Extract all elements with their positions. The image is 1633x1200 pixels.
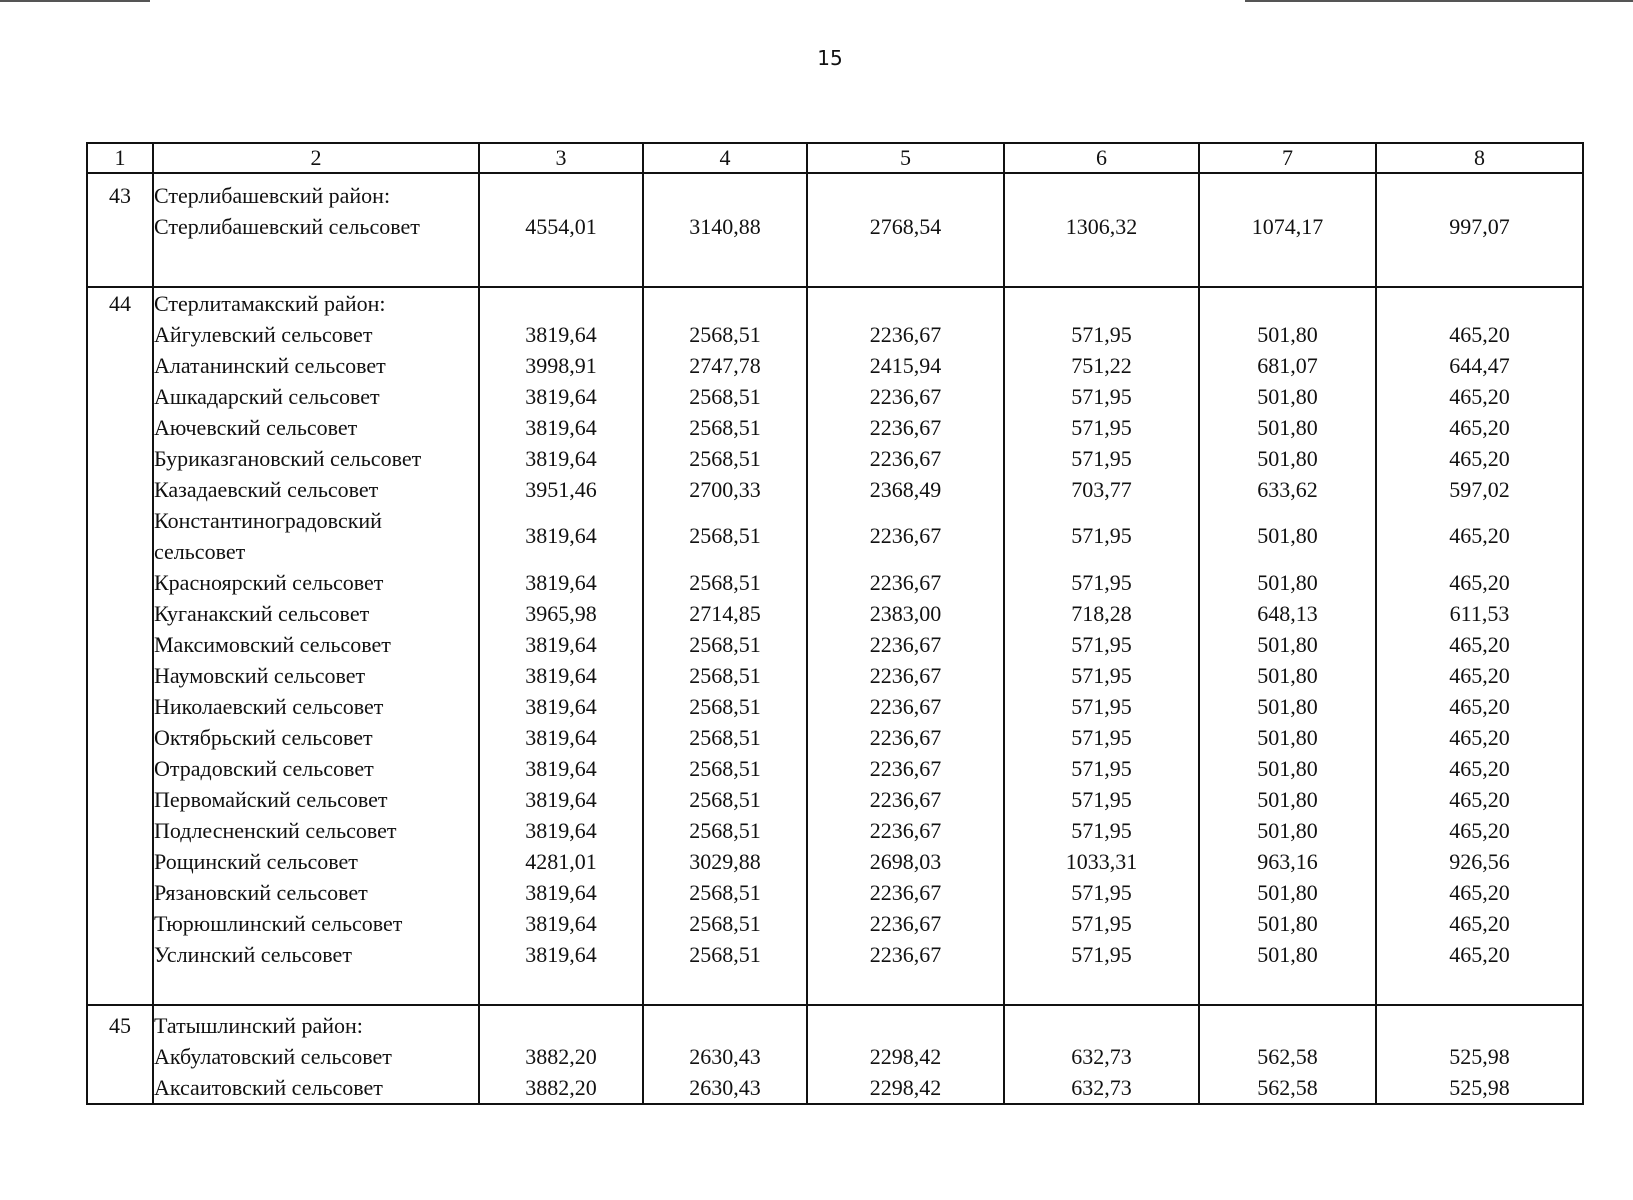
group-number: 45 bbox=[87, 1005, 153, 1104]
value-cell: 2568,51 bbox=[689, 818, 761, 843]
scan-edge-right bbox=[1245, 0, 1633, 2]
value-cell: 3819,64 bbox=[525, 787, 597, 812]
value-cell: 3819,64 bbox=[525, 911, 597, 936]
value-cell: 2236,67 bbox=[869, 415, 942, 440]
value-cell: 926,56 bbox=[1449, 849, 1510, 874]
value-cell: 1306,32 bbox=[1065, 214, 1138, 239]
value-cell: 465,20 bbox=[1449, 911, 1510, 936]
value-cell: 751,22 bbox=[1071, 353, 1132, 378]
column-number-row bbox=[87, 143, 1583, 173]
settlement-name: Ашкадарский сельсовет bbox=[154, 384, 380, 409]
value-cell: 501,80 bbox=[1257, 570, 1318, 595]
value-column-7 bbox=[1199, 287, 1376, 1005]
value-cell: 501,80 bbox=[1257, 725, 1318, 750]
group-row bbox=[87, 173, 1583, 287]
value-cell: 465,20 bbox=[1449, 322, 1510, 347]
value-cell: 997,07 bbox=[1449, 214, 1510, 239]
value-cell: 2568,51 bbox=[689, 787, 761, 812]
settlement-name: Буриказгановский сельсовет bbox=[154, 446, 422, 471]
value-cell: 501,80 bbox=[1257, 942, 1318, 967]
value-cell: 465,20 bbox=[1449, 415, 1510, 440]
value-cell: 2568,51 bbox=[689, 694, 761, 719]
value-cell: 597,02 bbox=[1449, 477, 1510, 502]
value-cell: 2236,67 bbox=[869, 384, 942, 409]
group-row bbox=[87, 287, 1583, 1005]
column-number: 7 bbox=[1199, 143, 1376, 173]
value-cell: 4554,01 bbox=[525, 214, 597, 239]
value-cell: 3998,91 bbox=[525, 353, 597, 378]
value-cell: 2700,33 bbox=[689, 477, 761, 502]
value-cell: 1074,17 bbox=[1251, 214, 1324, 239]
value-cell: 2568,51 bbox=[689, 446, 761, 471]
value-column-8 bbox=[1376, 287, 1583, 1005]
column-number: 2 bbox=[153, 143, 479, 173]
value-cell: 465,20 bbox=[1449, 663, 1510, 688]
group-number: 43 bbox=[87, 173, 153, 287]
value-cell: 501,80 bbox=[1257, 663, 1318, 688]
value-column-6 bbox=[1004, 287, 1199, 1005]
value-cell: 2568,51 bbox=[689, 322, 761, 347]
value-cell: 2236,67 bbox=[869, 756, 942, 781]
value-cell: 501,80 bbox=[1257, 756, 1318, 781]
value-cell: 571,95 bbox=[1071, 756, 1132, 781]
column-number: 8 bbox=[1376, 143, 1583, 173]
settlement-name: Максимовский сельсовет bbox=[154, 632, 391, 657]
value-cell: 3819,64 bbox=[525, 632, 597, 657]
value-cell: 2568,51 bbox=[689, 632, 761, 657]
name-cell bbox=[153, 173, 479, 287]
settlement-name: Первомайский сельсовет bbox=[154, 787, 388, 812]
settlement-name: Айгулевский сельсовет bbox=[154, 322, 373, 347]
value-cell: 501,80 bbox=[1257, 880, 1318, 905]
value-cell: 2298,42 bbox=[869, 1044, 942, 1069]
settlement-name: Алатанинский сельсовет bbox=[154, 353, 386, 378]
value-cell: 3819,64 bbox=[525, 415, 597, 440]
value-column-3 bbox=[479, 287, 643, 1005]
value-cell: 2568,51 bbox=[689, 663, 761, 688]
settlement-name: Отрадовский сельсовет bbox=[154, 756, 374, 781]
value-cell: 525,98 bbox=[1449, 1044, 1510, 1069]
settlement-name: Акбулатовский сельсовет bbox=[154, 1044, 392, 1069]
value-cell: 2236,67 bbox=[869, 725, 942, 750]
settlement-name: Октябрьский сельсовет bbox=[154, 725, 373, 750]
value-cell: 611,53 bbox=[1449, 601, 1510, 626]
value-cell: 2630,43 bbox=[689, 1044, 761, 1069]
value-cell: 3819,64 bbox=[525, 725, 597, 750]
value-cell: 2236,67 bbox=[869, 322, 942, 347]
data-table bbox=[86, 142, 1584, 1105]
value-cell: 3965,98 bbox=[525, 601, 597, 626]
value-cell: 2236,67 bbox=[869, 787, 942, 812]
value-cell: 3819,64 bbox=[525, 663, 597, 688]
value-cell: 465,20 bbox=[1449, 632, 1510, 657]
value-cell: 2236,67 bbox=[869, 632, 942, 657]
value-cell: 3819,64 bbox=[525, 880, 597, 905]
value-cell: 648,13 bbox=[1257, 601, 1318, 626]
value-cell: 3819,64 bbox=[525, 523, 597, 548]
value-column-5 bbox=[807, 1005, 1004, 1104]
value-cell: 2236,67 bbox=[869, 942, 942, 967]
value-cell: 571,95 bbox=[1071, 880, 1132, 905]
settlement-name: Красноярский сельсовет bbox=[154, 570, 384, 595]
value-column-7 bbox=[1199, 1005, 1376, 1104]
value-cell: 465,20 bbox=[1449, 942, 1510, 967]
value-cell: 465,20 bbox=[1449, 694, 1510, 719]
group-row bbox=[87, 1005, 1583, 1104]
value-cell: 3819,64 bbox=[525, 694, 597, 719]
value-cell: 465,20 bbox=[1449, 880, 1510, 905]
column-number: 1 bbox=[87, 143, 153, 173]
value-cell: 718,28 bbox=[1071, 601, 1132, 626]
column-number: 6 bbox=[1004, 143, 1199, 173]
name-cell bbox=[153, 1005, 479, 1104]
value-cell: 2747,78 bbox=[689, 353, 761, 378]
value-cell: 501,80 bbox=[1257, 446, 1318, 471]
value-cell: 2415,94 bbox=[869, 353, 942, 378]
value-cell: 465,20 bbox=[1449, 787, 1510, 812]
value-cell: 2236,67 bbox=[869, 911, 942, 936]
value-cell: 465,20 bbox=[1449, 523, 1510, 548]
value-cell: 562,58 bbox=[1257, 1075, 1318, 1100]
value-cell: 571,95 bbox=[1071, 322, 1132, 347]
value-cell: 525,98 bbox=[1449, 1075, 1510, 1100]
value-cell: 703,77 bbox=[1071, 477, 1132, 502]
value-cell: 2568,51 bbox=[689, 570, 761, 595]
value-cell: 571,95 bbox=[1071, 725, 1132, 750]
value-cell: 2568,51 bbox=[689, 911, 761, 936]
value-column-5 bbox=[807, 173, 1004, 287]
value-cell: 2236,67 bbox=[869, 570, 942, 595]
settlement-name: Тюрюшлинский сельсовет bbox=[154, 911, 403, 936]
value-cell: 571,95 bbox=[1071, 523, 1132, 548]
value-column-5 bbox=[807, 287, 1004, 1005]
value-cell: 2714,85 bbox=[689, 601, 761, 626]
value-cell: 501,80 bbox=[1257, 818, 1318, 843]
page-number: 15 bbox=[817, 46, 843, 70]
value-column-4 bbox=[643, 1005, 807, 1104]
value-cell: 2568,51 bbox=[689, 725, 761, 750]
value-cell: 632,73 bbox=[1071, 1044, 1132, 1069]
value-column-4 bbox=[643, 173, 807, 287]
value-cell: 3819,64 bbox=[525, 322, 597, 347]
value-cell: 963,16 bbox=[1257, 849, 1318, 874]
value-column-6 bbox=[1004, 173, 1199, 287]
settlement-name: Рощинский сельсовет bbox=[154, 849, 358, 874]
value-cell: 501,80 bbox=[1257, 523, 1318, 548]
value-cell: 2568,51 bbox=[689, 880, 761, 905]
value-cell: 2236,67 bbox=[869, 663, 942, 688]
value-cell: 3819,64 bbox=[525, 570, 597, 595]
value-cell: 2236,67 bbox=[869, 880, 942, 905]
value-cell: 571,95 bbox=[1071, 446, 1132, 471]
settlement-name: Подлесненский сельсовет bbox=[154, 818, 397, 843]
value-cell: 571,95 bbox=[1071, 787, 1132, 812]
value-cell: 2236,67 bbox=[869, 694, 942, 719]
settlement-name: Константиноградовский сельсовет bbox=[154, 508, 382, 564]
value-cell: 644,47 bbox=[1449, 353, 1510, 378]
value-cell: 465,20 bbox=[1449, 818, 1510, 843]
settlement-name: Куганакский сельсовет bbox=[154, 601, 370, 626]
value-cell: 501,80 bbox=[1257, 632, 1318, 657]
value-column-6 bbox=[1004, 1005, 1199, 1104]
value-cell: 465,20 bbox=[1449, 756, 1510, 781]
value-cell: 571,95 bbox=[1071, 911, 1132, 936]
value-cell: 2236,67 bbox=[869, 446, 942, 471]
column-number: 4 bbox=[643, 143, 807, 173]
settlement-name: Наумовский сельсовет bbox=[154, 663, 366, 688]
value-cell: 3819,64 bbox=[525, 818, 597, 843]
scan-edge-left bbox=[0, 0, 150, 2]
settlement-name: Стерлибашевский сельсовет bbox=[154, 214, 420, 239]
value-cell: 571,95 bbox=[1071, 415, 1132, 440]
value-cell: 3882,20 bbox=[525, 1044, 597, 1069]
table-body bbox=[87, 173, 1583, 1104]
value-cell: 632,73 bbox=[1071, 1075, 1132, 1100]
value-cell: 501,80 bbox=[1257, 911, 1318, 936]
value-cell: 465,20 bbox=[1449, 384, 1510, 409]
value-cell: 571,95 bbox=[1071, 942, 1132, 967]
value-cell: 4281,01 bbox=[525, 849, 597, 874]
value-cell: 2768,54 bbox=[869, 214, 942, 239]
value-cell: 571,95 bbox=[1071, 818, 1132, 843]
value-column-7 bbox=[1199, 173, 1376, 287]
value-cell: 1033,31 bbox=[1065, 849, 1138, 874]
value-cell: 3882,20 bbox=[525, 1075, 597, 1100]
settlement-name: Услинский сельсовет bbox=[154, 942, 352, 967]
value-cell: 2630,43 bbox=[689, 1075, 761, 1100]
settlement-name: Николаевский сельсовет bbox=[154, 694, 384, 719]
value-column-4 bbox=[643, 287, 807, 1005]
value-cell: 571,95 bbox=[1071, 632, 1132, 657]
district-name: Татышлинский район: bbox=[154, 1013, 363, 1038]
value-cell: 2298,42 bbox=[869, 1075, 942, 1100]
value-cell: 3951,46 bbox=[525, 477, 597, 502]
value-cell: 3140,88 bbox=[689, 214, 761, 239]
value-cell: 2568,51 bbox=[689, 756, 761, 781]
value-cell: 571,95 bbox=[1071, 663, 1132, 688]
value-column-8 bbox=[1376, 1005, 1583, 1104]
value-cell: 571,95 bbox=[1071, 694, 1132, 719]
value-cell: 465,20 bbox=[1449, 725, 1510, 750]
value-cell: 2568,51 bbox=[689, 523, 761, 548]
value-column-8 bbox=[1376, 173, 1583, 287]
value-cell: 2568,51 bbox=[689, 942, 761, 967]
district-name: Стерлибашевский район: bbox=[154, 183, 391, 208]
value-cell: 3819,64 bbox=[525, 384, 597, 409]
value-cell: 2236,67 bbox=[869, 818, 942, 843]
value-cell: 465,20 bbox=[1449, 570, 1510, 595]
value-cell: 633,62 bbox=[1257, 477, 1318, 502]
column-number: 3 bbox=[479, 143, 643, 173]
value-cell: 501,80 bbox=[1257, 787, 1318, 812]
value-cell: 3819,64 bbox=[525, 942, 597, 967]
value-cell: 3819,64 bbox=[525, 446, 597, 471]
name-cell bbox=[153, 287, 479, 1005]
value-cell: 501,80 bbox=[1257, 694, 1318, 719]
settlement-name: Казадаевский сельсовет bbox=[154, 477, 379, 502]
value-cell: 571,95 bbox=[1071, 384, 1132, 409]
value-cell: 501,80 bbox=[1257, 384, 1318, 409]
value-cell: 2568,51 bbox=[689, 384, 761, 409]
settlement-name: Аксаитовский сельсовет bbox=[154, 1075, 383, 1100]
settlement-name: Аючевский сельсовет bbox=[154, 415, 358, 440]
value-cell: 562,58 bbox=[1257, 1044, 1318, 1069]
value-cell: 3819,64 bbox=[525, 756, 597, 781]
district-name: Стерлитамакский район: bbox=[154, 291, 386, 316]
value-cell: 2698,03 bbox=[869, 849, 942, 874]
settlement-name: Рязановский сельсовет bbox=[154, 880, 368, 905]
value-cell: 3029,88 bbox=[689, 849, 761, 874]
value-cell: 2568,51 bbox=[689, 415, 761, 440]
value-cell: 2236,67 bbox=[869, 523, 942, 548]
value-column-3 bbox=[479, 173, 643, 287]
value-cell: 571,95 bbox=[1071, 570, 1132, 595]
value-cell: 501,80 bbox=[1257, 415, 1318, 440]
value-column-3 bbox=[479, 1005, 643, 1104]
group-number: 44 bbox=[87, 287, 153, 1005]
value-cell: 501,80 bbox=[1257, 322, 1318, 347]
column-number: 5 bbox=[807, 143, 1004, 173]
value-cell: 2383,00 bbox=[869, 601, 942, 626]
value-cell: 681,07 bbox=[1257, 353, 1318, 378]
value-cell: 465,20 bbox=[1449, 446, 1510, 471]
value-cell: 2368,49 bbox=[869, 477, 942, 502]
